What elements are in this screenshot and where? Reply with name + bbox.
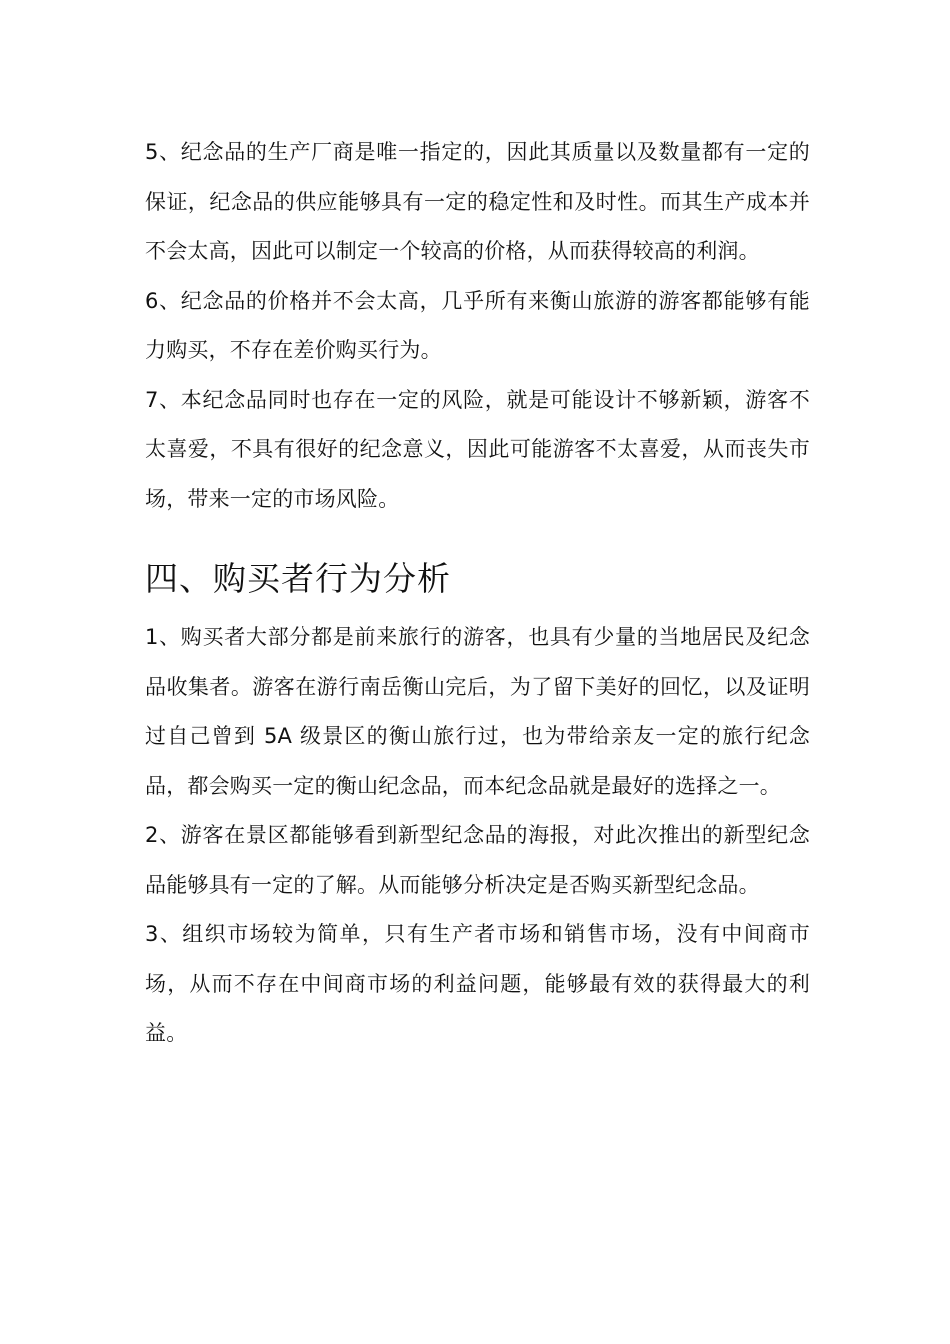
document-body [145,128,810,1059]
paragraph-item-5: 5、纪念品的生产厂商是唯一指定的，因此其质量以及数量都有一定的保证，纪念品的供应能够具有一定的稳定性和及时性。而其生产成本并不会太高，因此可以制定一个较高的价格，从而获得较高的利润。 [145,140,810,263]
paragraph-buyer-1: 1、购买者大部分都是前来旅行的游客，也具有少量的当地居民及纪念品收集者。游客在游行南岳衡山完后，为了留下美好的回忆，以及证明过自己曾到 5A 级景区的衡山旅行过，也为带给亲友一定的旅行纪念品，都会购买一定的衡山纪念品，而本纪念品就是最好的选择之一。 [145,625,810,798]
paragraph-buyer-2: 2、游客在景区都能够看到新型纪念品的海报，对此次推出的新型纪念品能够具有一定的了解。从而能够分析决定是否购买新型纪念品。 [145,823,810,897]
paragraph-item-7: 7、本纪念品同时也存在一定的风险，就是可能设计不够新颖，游客不太喜爱，不具有很好的纪念意义，因此可能游客不太喜爱，从而丧失市场，带来一定的市场风险。 [145,387,810,511]
paragraph-item-6: 6、纪念品的价格并不会太高，几乎所有来衡山旅游的游客都能够有能力购买，不存在差价购买行为。 [145,288,810,362]
section-heading: 四、购买者行为分析 [145,559,451,598]
paragraph-buyer-3: 3、组织市场较为简单，只有生产者市场和销售市场，没有中间商市场，从而不存在中间商市场的利益问题，能够最有效的获得最大的利益。 [145,922,810,1045]
